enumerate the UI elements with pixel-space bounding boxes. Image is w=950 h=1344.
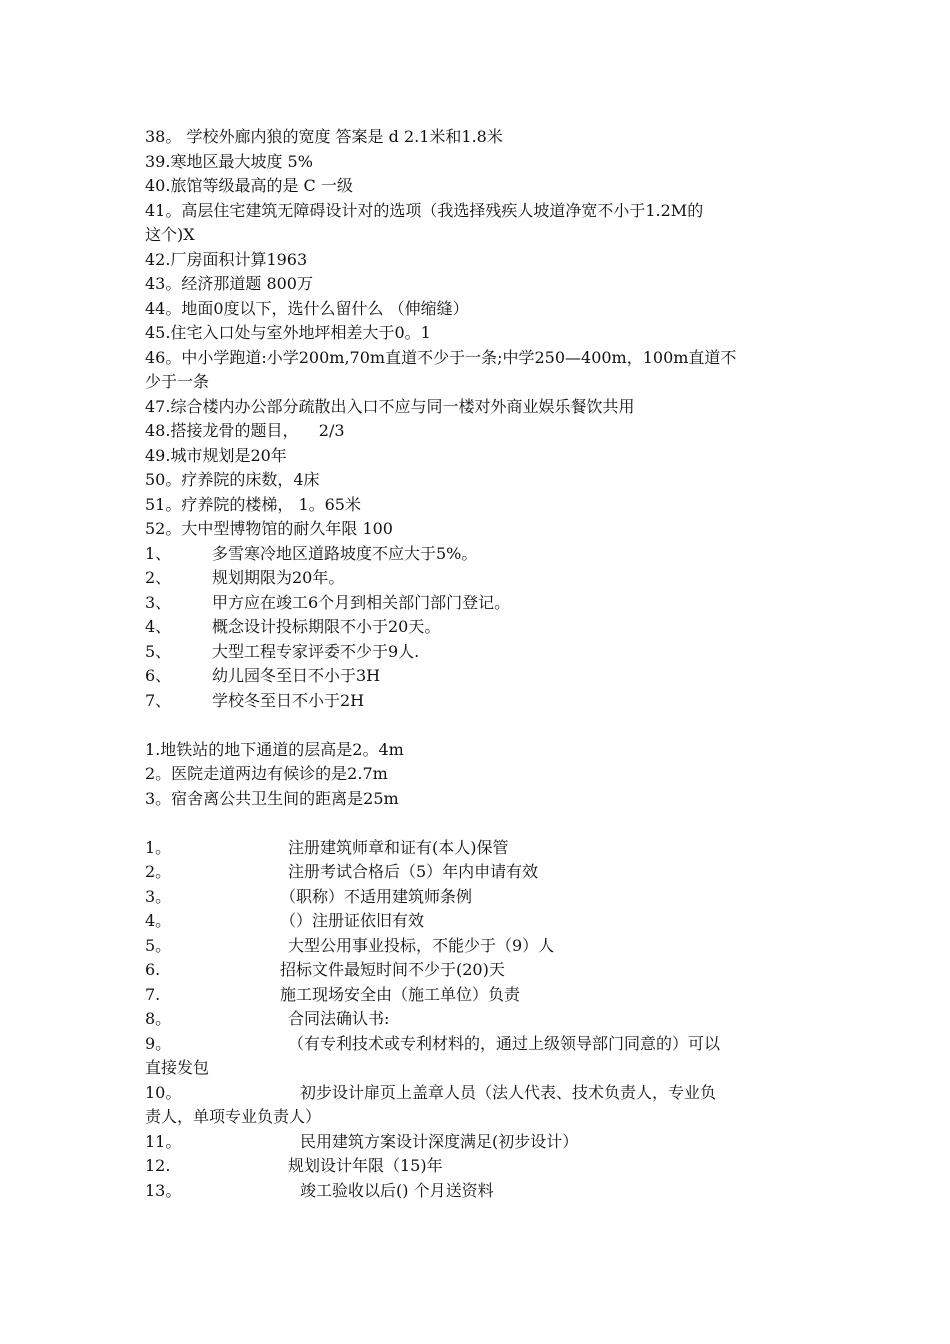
list-item (145, 836, 815, 861)
notes-38-52 (145, 125, 815, 542)
item-text: 大型公用事业投标，不能少于（9）人 (288, 935, 555, 955)
note-38: 38。 学校外廊内狼的宽度 答案是 d 2.1米和1.8米 (145, 127, 503, 146)
note-46: 46。中小学跑道:小学200m,70m直道不少于一条;中学250—400m，100m直道不 (145, 347, 737, 367)
item-number: 2。 (145, 862, 172, 881)
list-item (145, 885, 815, 910)
note-41: 41。高层住宅建筑无障碍设计对的选项（我选择残疾人坡道净宽不小于1.2M的 (145, 200, 704, 220)
list-item (145, 1154, 815, 1179)
item-number: 10。 (145, 1082, 182, 1102)
item-number: 8。 (145, 1009, 172, 1028)
item-number: 7. (145, 984, 161, 1004)
item-number: 13。 (145, 1180, 182, 1200)
item-text: 责人，单项专业负责人） (145, 1107, 322, 1126)
item-text: 直接发包 (145, 1058, 210, 1077)
note-50: 50。疗养院的床数，4床 (145, 470, 320, 489)
note-44: 44。地面0度以下，选什么留什么 （伸缩缝） (145, 298, 469, 318)
list-item (145, 909, 815, 934)
item-text: （职称）不适用建筑师条例 (280, 886, 473, 906)
note-45: 45.住宅入口处与室外地坪相差大于0。1 (145, 323, 431, 342)
note-48: 48.搭接龙骨的题目， 2/3 (145, 421, 345, 440)
item-text: 规划设计年限（15)年 (288, 1156, 443, 1175)
item-number: 12. (145, 1156, 171, 1175)
note-47: 47.综合楼内办公部分疏散出入口不应与同一楼对外商业娱乐餐饮共用 (145, 396, 635, 416)
item-text: 注册考试合格后（5）年内申请有效 (288, 862, 539, 881)
list-item (145, 566, 815, 591)
item-number: 6. (145, 960, 161, 979)
list-item (145, 958, 815, 983)
item-number: 3、 (145, 592, 172, 612)
item-text: 初步设计扉页上盖章人员（法人代表、技术负责人，专业负 (300, 1082, 717, 1102)
list-item (145, 640, 815, 665)
document-body (145, 125, 815, 1203)
item-text: 大型工程专家评委不少于9人. (212, 641, 420, 661)
list-item (145, 983, 815, 1008)
list-b (145, 542, 815, 714)
list-item (145, 591, 815, 616)
item-number: 1、 (145, 543, 172, 563)
item-text: 多雪寒冷地区道路坡度不应大于5%。 (212, 543, 478, 563)
item-number: 5、 (145, 641, 172, 661)
list-item (145, 664, 815, 689)
list-item: 2。医院走道两边有候诊的是2.7m (145, 764, 388, 783)
item-number: 9。 (145, 1033, 172, 1053)
item-number: 11。 (145, 1131, 182, 1151)
item-text: 民用建筑方案设计深度满足(初步设计） (300, 1131, 579, 1151)
item-text: 注册建筑师章和证有(本人)保管 (288, 837, 509, 857)
item-number: 1。 (145, 837, 172, 857)
note-43: 43。经济那道题 800万 (145, 274, 313, 293)
list-item: 3。宿舍离公共卫生间的距离是25m (145, 788, 399, 808)
list-item (145, 860, 815, 885)
item-text: 概念设计投标期限不小于20天。 (212, 617, 441, 636)
item-text: 竣工验收以后() 个月送资料 (300, 1180, 494, 1200)
list-c (145, 738, 815, 812)
item-number: 5。 (145, 935, 172, 955)
item-text: （）注册证依旧有效 (280, 911, 425, 930)
blank-line (145, 811, 815, 836)
list-item (145, 934, 815, 959)
list-item (145, 615, 815, 640)
list-item (145, 1032, 815, 1057)
item-text: 招标文件最短时间不少于(20)天 (280, 960, 505, 979)
item-text: 甲方应在竣工6个月到相关部门部门登记。 (212, 592, 511, 612)
blank-line (145, 713, 815, 738)
list-item-cont (145, 1105, 815, 1130)
list-item-cont (145, 1056, 815, 1081)
note-41-cont: 这个)X (145, 225, 195, 244)
list-item (145, 1179, 815, 1204)
list-item (145, 542, 815, 567)
note-49: 49.城市规划是20年 (145, 445, 287, 465)
note-46-cont: 少于一条 (145, 372, 210, 391)
item-text: （有专利技术或专利材料的，通过上级领导部门同意的）可以 (288, 1033, 721, 1053)
list-item (145, 1130, 815, 1155)
item-number: 6、 (145, 666, 172, 685)
item-text: 学校冬至日不小于2H (212, 690, 365, 710)
note-52: 52。大中型博物馆的耐久年限 100 (145, 519, 393, 538)
note-51: 51。疗养院的楼梯， 1。65米 (145, 494, 361, 514)
item-text: 幼儿园冬至日不小于3H (212, 666, 381, 685)
note-42: 42.厂房面积计算1963 (145, 249, 308, 269)
item-number: 2、 (145, 568, 172, 587)
item-text: 施工现场安全由（施工单位）负责 (280, 984, 521, 1004)
item-text: 规划期限为20年。 (212, 568, 345, 587)
list-item (145, 1081, 815, 1106)
list-item (145, 689, 815, 714)
item-number: 4。 (145, 911, 172, 930)
note-40: 40.旅馆等级最高的是 C 一级 (145, 176, 353, 195)
item-text: 合同法确认书: (288, 1009, 390, 1028)
item-number: 3。 (145, 886, 172, 906)
list-d (145, 836, 815, 1204)
item-number: 4、 (145, 617, 172, 636)
list-item (145, 1007, 815, 1032)
note-39: 39.寒地区最大坡度 5% (145, 151, 313, 171)
item-number: 7、 (145, 690, 172, 710)
list-item: 1.地铁站的地下通道的层高是2。4m (145, 739, 404, 759)
